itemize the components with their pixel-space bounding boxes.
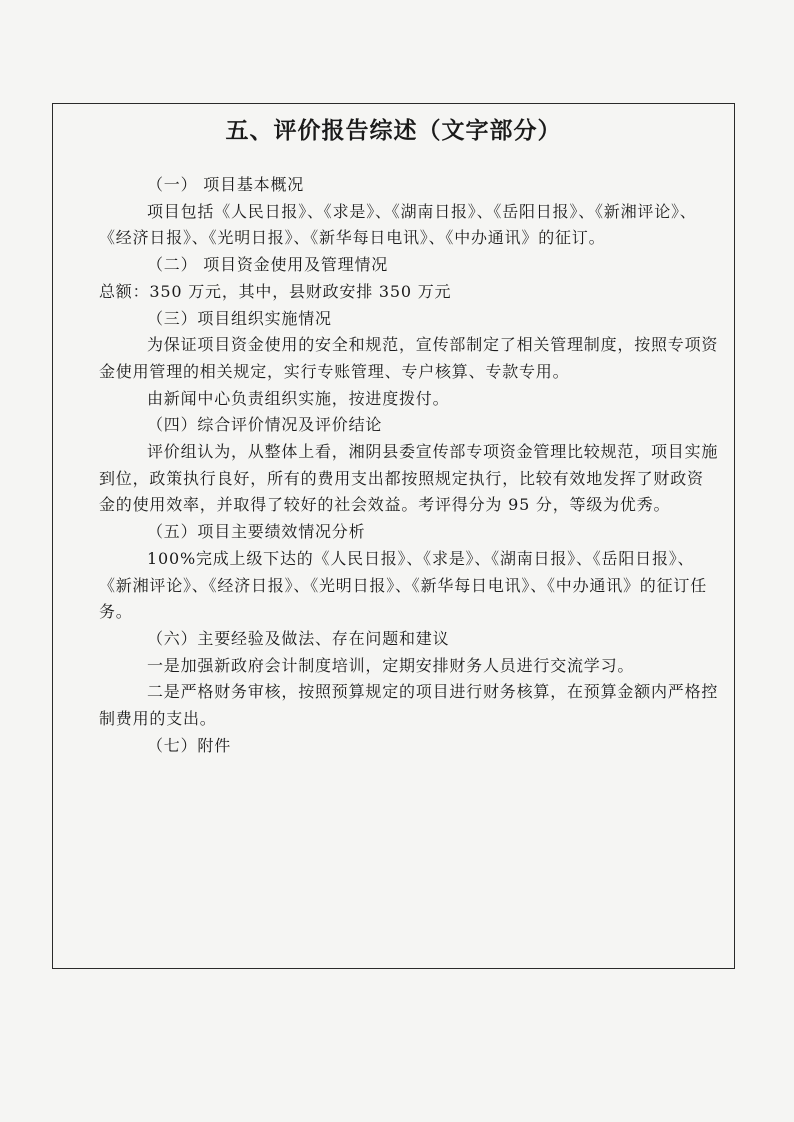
report-title: 五、评价报告综述（文字部分） (225, 118, 562, 144)
section-heading-basic-info: （一） 项目基本概况 (147, 175, 305, 194)
paragraph-suggestion-training: 一是加强新政府会计制度培训，定期安排财务人员进行交流学习。 (147, 655, 635, 675)
paragraph-project-scope: 项目包括《人民日报》、《求是》、《湖南日报》、《岳阳日报》、《新湘评论》、《经济日报》、《光明日报》、《新华每日电讯》、《中办通讯》的征订。 (99, 201, 697, 248)
report-body (99, 172, 719, 759)
section-heading-attachments: （七）附件 (147, 735, 232, 755)
section-heading-evaluation-conclusion: （四）综合评价情况及评价结论 (147, 415, 383, 435)
paragraph-performance-result: 100%完成上级下达的《人民日报》、《求是》、《湖南日报》、《岳阳日报》、《新湘评论》、《经济日报》、《光明日报》、《新华每日电讯》、《中办通讯》的征订任务。 (99, 548, 708, 622)
section-heading-implementation: （三）项目组织实施情况 (147, 308, 332, 328)
paragraph-evaluation-result: 评价组认为，从整体上看，湘阴县委宣传部专项资金管理比较规范，项目实施到位，政策执行良好，所有的费用支出都按照规定执行，比较有效地发挥了财政资金的使用效率，并取得了较好的社会效益。考评得分为 95 分，等级为优秀。 (99, 442, 719, 515)
section-heading-funds-management: （二） 项目资金使用及管理情况 (147, 255, 389, 275)
section-heading-performance-analysis: （五）项目主要绩效情况分析 (147, 522, 366, 542)
section-heading-experience-suggestions: （六）主要经验及做法、存在问题和建议 (147, 628, 450, 648)
report-frame (52, 103, 735, 969)
paragraph-implementation-unit: 由新闻中心负责组织实施，按进度拨付。 (147, 388, 450, 408)
paragraph-management-rules: 为保证项目资金使用的安全和规范，宣传部制定了相关管理制度，按照专项资金使用管理的相关规定，实行专账管理、专户核算、专款专用。 (99, 335, 719, 381)
paragraph-suggestion-audit: 二是严格财务审核，按照预算规定的项目进行财务核算，在预算金额内严格控制费用的支出。 (99, 682, 719, 729)
paragraph-total-amount: 总额：350 万元，其中，县财政安排 350 万元 (99, 281, 452, 301)
